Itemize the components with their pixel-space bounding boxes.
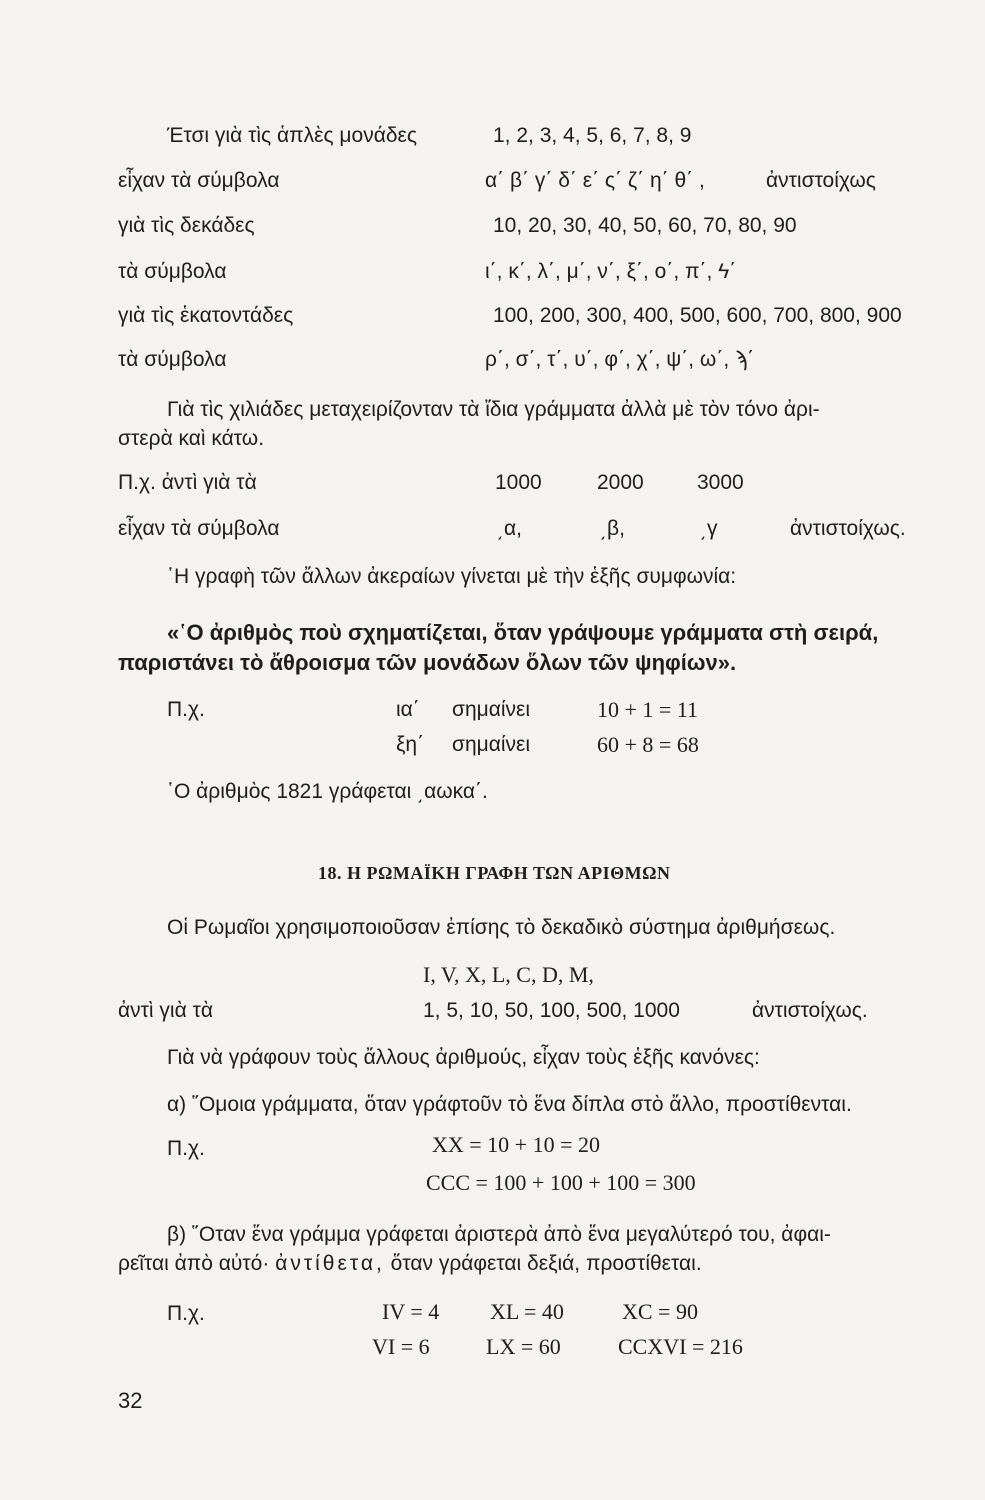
respectively-text: ἀντιστοίχως. xyxy=(790,517,906,540)
tens-symbols-label: τὰ σύμβολα xyxy=(118,260,227,283)
hundreds-values: 100, 200, 300, 400, 500, 600, 700, 800, 900 xyxy=(493,304,902,327)
rule-bold-line2: παριστάνει τὸ ἄθροισμα τῶν μονάδων ὅλων τῶν ψηφίων». xyxy=(118,650,737,675)
example-calculation: VI = 6 xyxy=(372,1334,430,1359)
means-text: σημαίνει xyxy=(452,698,531,721)
units-values: 1, 2, 3, 4, 5, 6, 7, 8, 9 xyxy=(493,124,692,147)
rule-b-line1: β) ῞Οταν ἕνα γράμμα γράφεται ἀριστερὰ ἀπὸ ἕνα μεγαλύτερό του, ἀφαι- xyxy=(167,1223,831,1246)
respectively-text: ἀντιστοίχως xyxy=(766,169,876,192)
thousands-text-line2: στερὰ καὶ κάτω. xyxy=(118,427,265,450)
example-symbols-label: εἶχαν τὰ σύμβολα xyxy=(118,517,280,540)
example-calculation: XX = 10 + 10 = 20 xyxy=(432,1132,600,1157)
rules-intro: Γιὰ νὰ γράφουν τοὺς ἄλλους ἀριθμούς, εἶχαν τοὺς ἑξῆς κανόνες: xyxy=(167,1046,760,1069)
example-value: 3000 xyxy=(697,471,744,494)
rule-b-emphasis: ἀντίθετα, xyxy=(275,1252,385,1275)
example-label: Π.χ. xyxy=(167,1137,205,1160)
units-symbols: α΄ β΄ γ΄ δ΄ ε΄ ς΄ ζ΄ η΄ θ΄ , xyxy=(485,169,705,192)
hundreds-label: γιὰ τὶς ἑκατοντάδες xyxy=(118,304,294,327)
tens-values: 10, 20, 30, 40, 50, 60, 70, 80, 90 xyxy=(493,214,797,237)
example-symbol: ξη΄ xyxy=(396,733,425,756)
example-symbol: ͵β, xyxy=(600,517,625,540)
rule-intro: ῾Η γραφὴ τῶν ἄλλων ἀκεραίων γίνεται μὲ τὴν ἑξῆς συμφωνία: xyxy=(167,565,737,588)
example-calculation: 60 + 8 = 68 xyxy=(597,732,699,757)
roman-numbers: 1, 5, 10, 50, 100, 500, 1000 xyxy=(423,999,680,1022)
example-calculation: LX = 60 xyxy=(486,1334,561,1359)
respectively-text: ἀντιστοίχως. xyxy=(752,999,868,1022)
means-text: σημαίνει xyxy=(452,733,531,756)
example-value: 1000 xyxy=(495,471,542,494)
example-calculation: CCXVI = 216 xyxy=(618,1334,743,1359)
example-calculation: IV = 4 xyxy=(382,1299,440,1324)
example-symbol: ͵γ xyxy=(700,517,718,540)
example-prefix: Π.χ. ἀντὶ γιὰ τὰ xyxy=(118,471,257,494)
example-label: Π.χ. xyxy=(167,1302,205,1325)
hundreds-symbols: ρ΄, σ΄, τ΄, υ΄, φ΄, χ΄, ψ΄, ω΄, ϡ΄ xyxy=(485,348,755,371)
roman-intro: Οἱ Ρωμαῖοι χρησιμοποιοῦσαν ἐπίσης τὸ δεκαδικὸ σύστημα ἀριθμήσεως. xyxy=(167,916,836,939)
rule-b-text: ὅταν γράφεται δεξιά, προστίθεται. xyxy=(390,1252,702,1275)
example-calculation: CCC = 100 + 100 + 100 = 300 xyxy=(426,1170,696,1195)
example-symbol: ͵α, xyxy=(497,517,522,540)
rule-a: α) ῞Ομοια γράμματα, ὅταν γράφτοῦν τὸ ἕνα δίπλα στὸ ἄλλο, προστίθενται. xyxy=(167,1093,852,1116)
roman-letters: I, V, X, L, C, D, M, xyxy=(423,962,594,987)
thousands-text-line1: Γιὰ τὶς χιλιάδες μεταχειρίζονταν τὰ ἴδια γράμματα ἀλλὰ μὲ τὸν τόνο ἀρι- xyxy=(167,398,820,421)
page-number: 32 xyxy=(118,1388,143,1413)
example-calculation: 10 + 1 = 11 xyxy=(597,697,698,722)
rule-bold-line1: «῾Ο ἀριθμὸς ποὺ σχηματίζεται, ὅταν γράψουμε γράμματα στὴ σειρά, xyxy=(167,620,879,645)
hundreds-symbols-label: τὰ σύμβολα xyxy=(118,348,227,371)
rule-b-text: ρεῖται ἀπὸ αὐτό· xyxy=(118,1252,270,1275)
instead-of-text: ἀντὶ γιὰ τὰ xyxy=(118,999,214,1022)
rule-b-line2 xyxy=(118,1251,702,1277)
example-calculation: XC = 90 xyxy=(622,1299,698,1324)
tens-symbols: ι΄, κ΄, λ΄, μ΄, ν΄, ξ΄, ο΄, π΄, ϟ΄ xyxy=(485,260,737,283)
tens-label: γιὰ τὶς δεκάδες xyxy=(118,214,255,237)
units-symbols-label: εἶχαν τὰ σύμβολα xyxy=(118,169,280,192)
example-calculation: XL = 40 xyxy=(490,1299,564,1324)
year-line: ῾Ο ἀριθμὸς 1821 γράφεται ͵αωκα΄. xyxy=(167,780,488,803)
example-symbol: ια΄ xyxy=(396,698,420,721)
section-heading: 18. Η ΡΩΜΑΪΚΗ ΓΡΑΦΗ ΤΩΝ ΑΡΙΘΜΩΝ xyxy=(318,863,671,883)
example-value: 2000 xyxy=(597,471,644,494)
units-label: Έτσι γιὰ τὶς ἁπλὲς μονάδες xyxy=(167,124,418,147)
example-label: Π.χ. xyxy=(167,698,205,721)
